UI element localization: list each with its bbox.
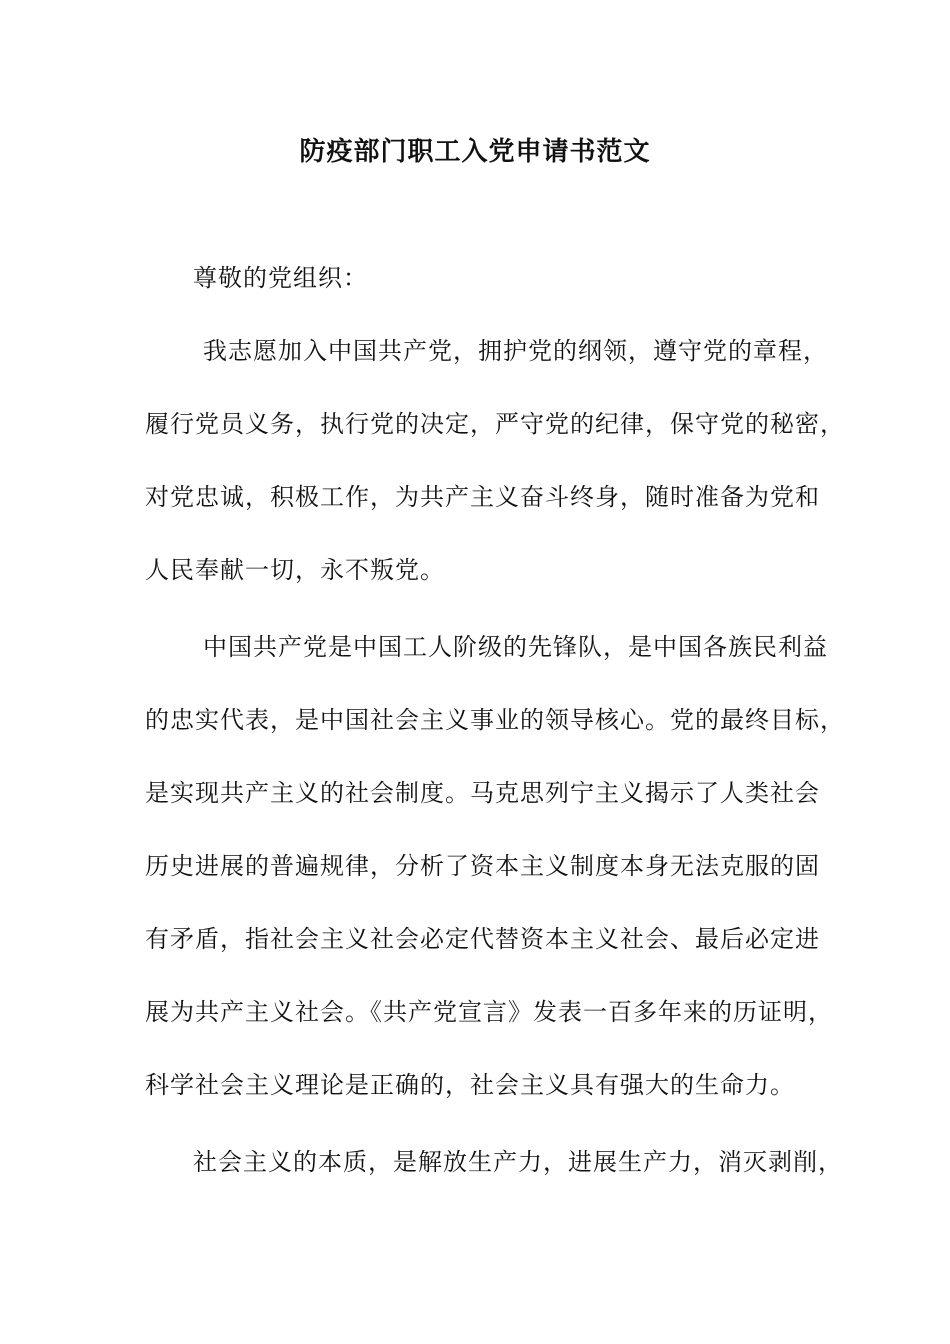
paragraph-2-line-1: 中国共产党是中国工人阶级的先锋队，是中国各族民利益: [203, 633, 828, 661]
paragraph-2-line-5: 有矛盾，指社会主义社会必定代替资本主义社会、最后必定进: [145, 925, 820, 953]
paragraph-3-line-1: 社会主义的本质，是解放生产力，进展生产力，消灭剥削，: [193, 1148, 843, 1176]
paragraph-1-line-4: 人民奉献一切，永不叛党。: [145, 556, 445, 584]
paragraph-1-line-1: 我志愿加入中国共产党，拥护党的纲领，遵守党的章程，: [203, 337, 828, 365]
paragraph-2-line-2: 的忠实代表，是中国社会主义事业的领导核心。党的最终目标，: [145, 706, 845, 734]
paragraph-2-line-7: 科学社会主义理论是正确的，社会主义具有强大的生命力。: [145, 1071, 795, 1099]
document-title: 防疫部门职工入党申请书范文: [299, 137, 651, 167]
paragraph-2-line-3: 是实现共产主义的社会制度。马克思列宁主义揭示了人类社会: [145, 779, 820, 807]
paragraph-1-line-2: 履行党员义务，执行党的决定，严守党的纪律，保守党的秘密，: [145, 410, 845, 438]
salutation-line: 尊敬的党组织：: [193, 264, 368, 292]
paragraph-2-line-4: 历史进展的普遍规律，分析了资本主义制度本身无法克服的固: [145, 852, 820, 880]
paragraph-2-line-6: 展为共产主义社会。《共产党宣言》发表一百多年来的历证明，: [145, 998, 833, 1026]
paragraph-1-line-3: 对党忠诚，积极工作，为共产主义奋斗终身，随时准备为党和: [145, 483, 820, 511]
